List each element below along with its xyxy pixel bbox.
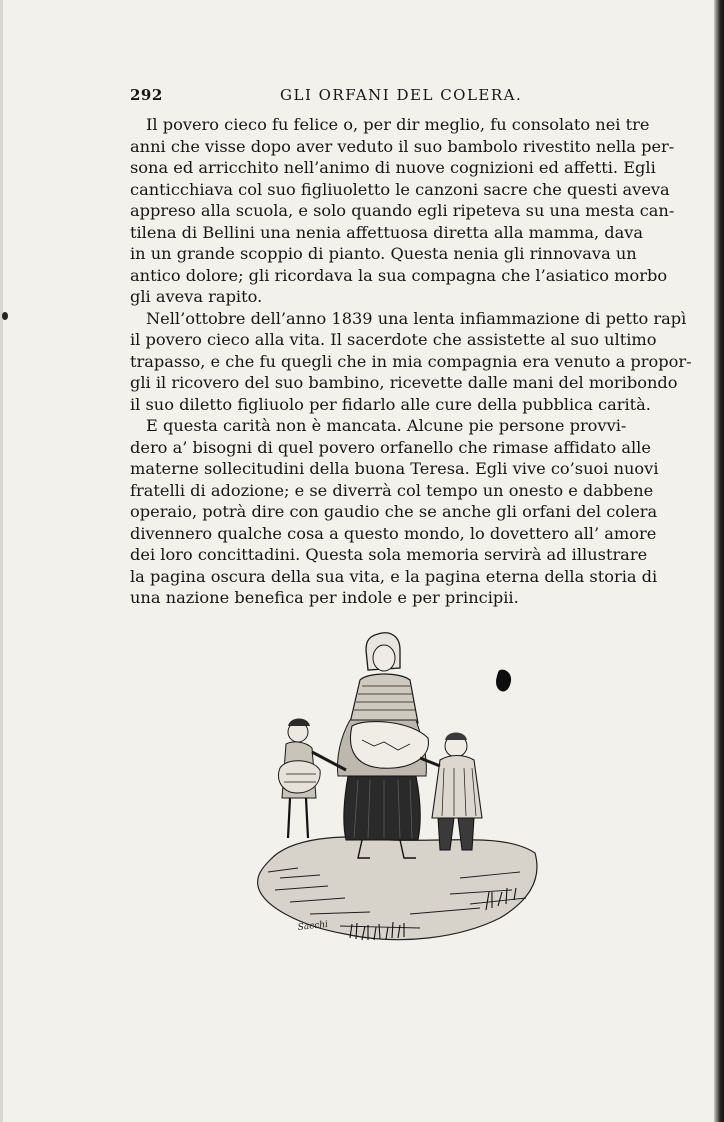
page-header [130, 86, 600, 108]
margin-mark [2, 312, 8, 320]
text-line: tilena di Bellini una nenia affettuosa diretta alla mamma, dava [130, 222, 644, 242]
text-line: la pagina oscura della sua vita, e la pagina eterna della storia di [130, 566, 658, 586]
ground-scene [258, 837, 537, 940]
text-line: materne sollecitudini della buona Teresa. Egli vive co’suoi nuovi [130, 459, 659, 478]
text-line: Il povero cieco fu felice o, per dir meglio, fu consolato nei tre [146, 115, 650, 134]
text-line: divennero qualche cosa a questo mondo, lo dovettero all’ amore [130, 523, 657, 543]
text-line: antico dolore; gli ricordava la sua compagna che l’asiatico morbo [130, 265, 668, 285]
page-number: 292 [130, 86, 163, 104]
engraving-illustration [250, 628, 540, 953]
text-line: canticchiava col suo figliuoletto le canzoni sacre che questi aveva [130, 179, 670, 199]
text-line: il suo diletto figliuolo per fidarlo alle cure della pubblica carità. [130, 394, 651, 414]
text-line: anni che visse dopo aver veduto il suo bambolo rivestito nella per- [130, 136, 675, 156]
text-line: dei loro concittadini. Questa sola memoria servirà ad illustrare [130, 545, 648, 564]
boy-figure [420, 733, 482, 851]
text-line: il povero cieco alla vita. Il sacerdote che assistette al suo ultimo [130, 330, 657, 349]
engraver-signature: Sacchi [297, 919, 329, 933]
text-line: trapasso, e che fu quegli che in mia compagnia era venuto a propor- [130, 351, 692, 371]
text-line: una nazione benefica per indole e per principii. [130, 588, 519, 607]
page-left-edge [0, 0, 3, 1122]
text-line: appreso alla scuola, e solo quando egli ripeteva su una mesta can- [130, 201, 675, 220]
text-line: gli aveva rapito. [130, 287, 263, 306]
girl-figure [278, 719, 346, 839]
text-line: gli il ricovero del suo bambino, ricevette dalle mani del moribondo [130, 373, 678, 392]
paragraph [130, 415, 659, 609]
text-line: Nell’ottobre dell’anno 1839 una lenta infiammazione di petto rapì [146, 308, 687, 328]
running-title: GLI ORFANI DEL COLERA. [280, 86, 523, 104]
text-line: E questa carità non è mancata. Alcune pie persone provvi- [146, 416, 627, 435]
text-line: dero a’ bisogni di quel povero orfanello che rimase affidato alle [130, 437, 651, 457]
body-text [130, 114, 692, 609]
text-line: sona ed arricchito nell’animo di nuove cognizioni ed affetti. Egli [130, 158, 656, 177]
text-line: in un grande scoppio di pianto. Questa nenia gli rinnovava un [130, 244, 637, 263]
page-binding-edge [714, 0, 724, 1122]
paragraph [130, 308, 692, 416]
paragraph [130, 114, 675, 308]
text-line: operaio, potrà dire con gaudio che se anche gli orfani del colera [130, 502, 658, 521]
text-line: fratelli di adozione; e se diverrà col tempo un onesto e dabbene [130, 480, 654, 500]
woman-figure [338, 633, 429, 858]
